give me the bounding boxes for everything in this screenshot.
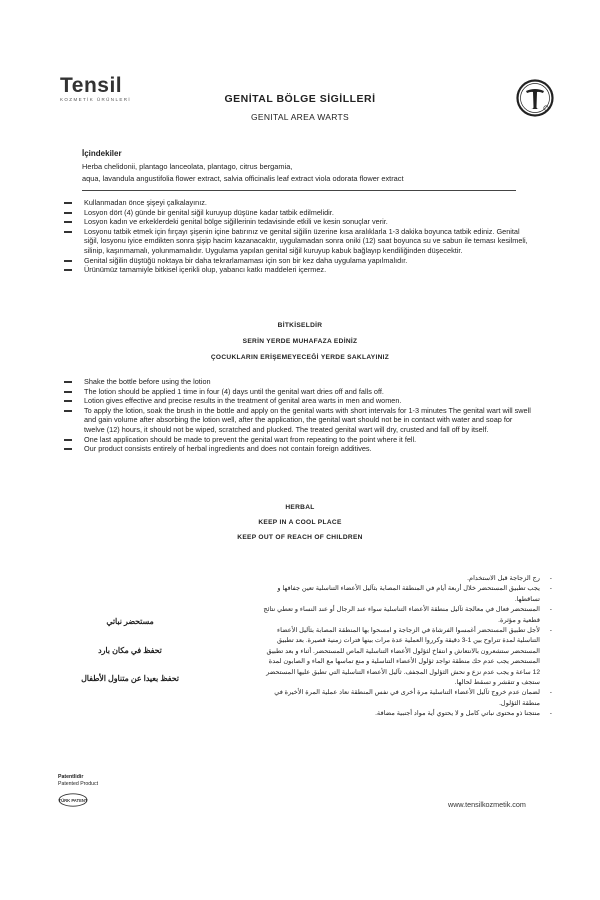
page-title-tr: GENİTAL BÖLGE SİGİLLERİ — [224, 93, 376, 105]
instruction-item: - يجب تطبيق المستحضر خلال أربعة أيام في المنطقة المصابة بثآليل الأعضاء التناسلية تعين جفافها و تساقطها. — [262, 584, 554, 605]
notice-cool-ar: تحفظ في مكان بارد — [98, 646, 162, 655]
instruction-item: Losyon kadın ve erkeklerdeki genital bölge siğillerinin tedavisinde etkili ve kesin sonuçlar verir. — [62, 217, 532, 227]
notice-herbal-tr: BİTKİSELDİR — [277, 322, 323, 329]
patent-note — [58, 774, 98, 787]
patent-seal-icon — [58, 793, 88, 807]
page-title-en: GENITAL AREA WARTS — [251, 112, 349, 122]
ingredients-section — [82, 148, 522, 185]
instructions-en — [62, 377, 532, 454]
instruction-item: To apply the lotion, soak the brush in the bottle and apply on the genital warts with short intervals for 1-3 minutes The genital wart will swell and gain volume after absorbing the lotion well, after the application, the genital wart should not be in contact with water and soap for twelve (12) hours, it should not be wiped, scratched and plucked. The treated genital wart will dry, crusted and fall off by itself. — [62, 406, 532, 435]
notice-cool-en: KEEP IN A COOL PLACE — [258, 519, 342, 526]
instruction-item: One last application should be made to prevent the genital wart from repeating to the point where it fell. — [62, 435, 532, 445]
instruction-item: Shake the bottle before using the lotion — [62, 377, 532, 387]
instructions-ar — [92, 574, 554, 720]
instruction-item: Genital siğilin düştüğü noktaya bir daha tekrarlamaması için son bir kez daha uygulama yapılmalıdır. — [62, 256, 532, 266]
seal-text: TÜRK PATENT — [58, 798, 88, 803]
instruction-item: Losyonu tatbik etmek için fırçayı şişenin içine batırınız ve genital siğilin üzerine kısa aralıklarla 1-3 dakika boyunca tatbik ediniz. Genital siğil, losyonu iyice emdikten sonra şişip hacim kazanacaktır, uygulamadan sonra oniki (12) saat boyunca su ve sabun ile teması kesilmeli, silinip, kaşınmamalı, yolunmamalıdır. Uygulama yapılan genital siğil kuruyup kabuk bağlayıp kendiliğinden düşecektir. — [62, 227, 532, 256]
notice-cool-tr: SERİN YERDE MUHAFAZA EDİNİZ — [242, 338, 358, 345]
patent-label-en: Patented Product — [58, 780, 99, 787]
brand-emblem-icon — [515, 78, 555, 118]
instruction-item: Our product consists entirely of herbal ingredients and does not contain foreign additives. — [62, 444, 532, 454]
instruction-item: - لأجل تطبيق المستحضر أغمسوا الفرشاة في الزجاجة و امسحوا بها المنطقة المصابة بثآليل الأعضاء التناسلية لمدة تتراوح بين 1-3 دقيقة وكرروا العملية عدة مرات بينها فترات زمنية قصيرة. بعد تطبيق المستحضر ستشعرون بالانتعاش و انتفاخ لثؤلول الأعضاء التناسلية الماص للمستحضر. أثناء و بعد تطبيق المستحضر يجب عدم حك منطقة تواجد ثؤلول الأعضاء التناسلية و منع تماسها مع الماء و الصابون لمدة 12 ساعة و يجب عدم نزع و نحش الثؤلول المجفف. ثآليل الأعضاء التناسلية التي تطبق عليها المستحضر ستجف و تتقشر و تسقط لحالها. — [262, 626, 554, 688]
notice-herbal-en: HERBAL — [285, 504, 315, 511]
instruction-item: - رج الزجاجة قبل الاستخدام. — [92, 574, 554, 584]
notice-herbal-ar: مستحضر نباتي — [106, 617, 154, 626]
ingredients-line: aqua, lavandula angustifolia flower extract, salvia officinalis leaf extract viola odorata flower extract — [82, 174, 404, 183]
instructions-tr — [62, 198, 532, 275]
instruction-item: Lotion gives effective and precise results in the treatment of genital area warts in men and women. — [62, 396, 532, 406]
instruction-item: The lotion should be applied 1 time in four (4) days until the genital wart dries off and falls off. — [62, 387, 532, 397]
instruction-item: Kullanmadan önce şişeyi çalkalayınız. — [62, 198, 532, 208]
ingredients-heading: İçindekiler — [82, 149, 122, 158]
instruction-item: - منتجنا ذو محتوى نباتي كامل و لا يحتوي أية مواد أجنبية مضافة. — [262, 709, 554, 719]
notice-children-ar: تحفظ بعيدا عن متناول الأطفال — [81, 674, 179, 683]
brand-name: Tensil — [60, 74, 123, 97]
divider — [82, 190, 516, 191]
instruction-item: - لضمان عدم خروج ثآليل الأعضاء التناسلية مرة أخرى في نفس المنطقة نعاد عملية المرة الأخيرة في منطقة الثؤلول. — [262, 688, 554, 709]
notice-children-en: KEEP OUT OF REACH OF CHILDREN — [237, 534, 363, 541]
notice-children-tr: ÇOCUKLARIN ERİŞEMEYECEĞİ YERDE SAKLAYINIZ — [210, 354, 390, 361]
patent-label: Patentlidir — [58, 774, 84, 780]
brand-tagline: KOZMETİK ÜRÜNLERİ — [60, 97, 132, 102]
instruction-item: Losyon dört (4) günde bir genital siğil kuruyup düşüne kadar tatbik edilmelidir. — [62, 208, 532, 218]
instruction-item: - المستحضر فعال في معالجة ثآليل منطقة الأعضاء التناسلية سواء عند الرجال أو عند النساء و تعطي نتائج قطعية و مؤثرة. — [262, 605, 554, 626]
ingredients-line: Herba chelidonii, plantago lanceolata, plantago, citrus bergamia, — [82, 162, 293, 171]
instruction-item: Ürünümüz tamamiyle bitkisel içerikli olup, yabancı katkı maddeleri içermez. — [62, 265, 532, 275]
website-url: www.tensilkozmetik.com — [448, 800, 526, 809]
